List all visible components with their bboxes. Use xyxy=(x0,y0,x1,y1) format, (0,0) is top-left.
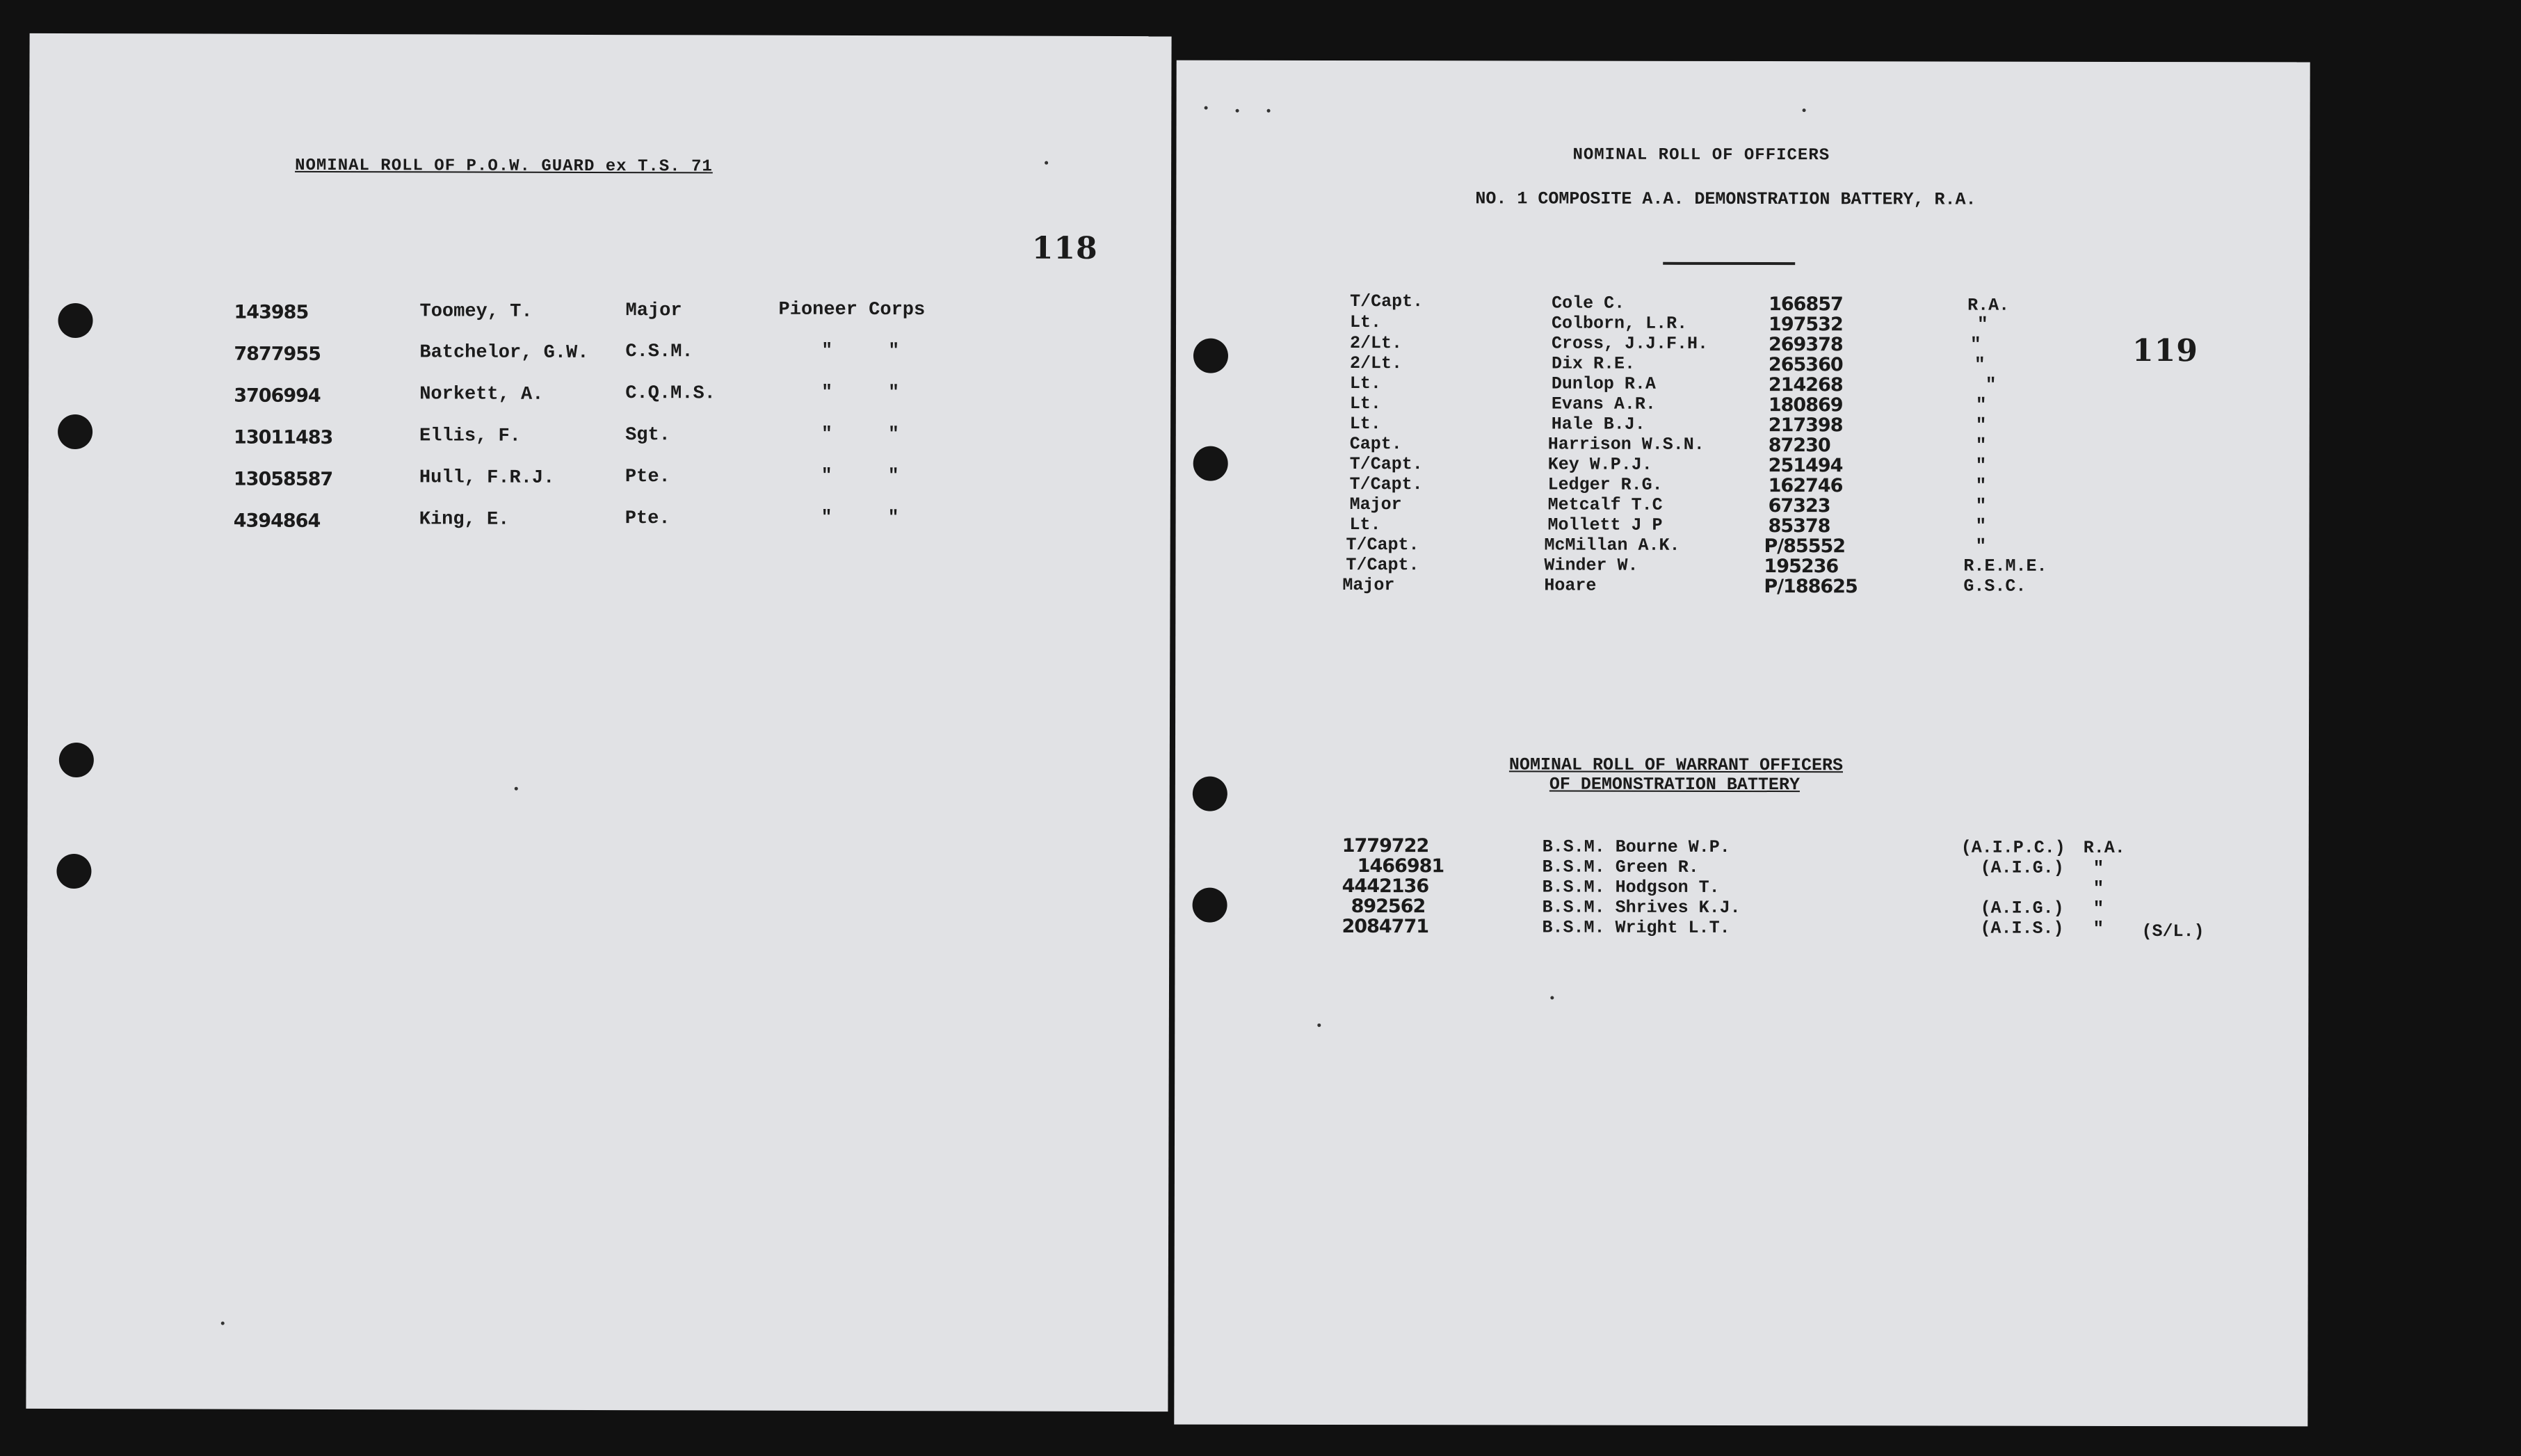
warrant-roll-title: NOMINAL ROLL OF WARRANT OFFICERS xyxy=(1508,754,1844,776)
ditto-mark: " xyxy=(821,464,832,486)
officer-number: 214268 xyxy=(1768,374,1843,396)
officer-rank: T/Capt. xyxy=(1346,535,1419,556)
officer-name: Evans A.R. xyxy=(1551,394,1656,414)
officer-number: 197532 xyxy=(1769,314,1843,336)
punch-hole xyxy=(1193,888,1227,923)
punch-hole xyxy=(1193,777,1227,811)
warrant-number: 4442136 xyxy=(1342,875,1429,898)
officer-name: McMillan A.K. xyxy=(1544,535,1680,556)
ditto-mark: " xyxy=(887,507,899,528)
officer-rank: T/Capt. xyxy=(1349,474,1423,495)
officer-unit: G.S.C. xyxy=(1963,576,2027,597)
paper-speck xyxy=(1317,1024,1321,1027)
ditto-mark: " xyxy=(888,340,900,362)
officer-name: Colborn, L.R. xyxy=(1552,313,1688,334)
warrant-roll-subtitle: OF DEMONSTRATION BATTERY xyxy=(1549,774,1800,795)
warrant-corps: (A.I.P.C.) xyxy=(1960,837,2065,858)
punch-hole xyxy=(1193,339,1228,373)
punch-hole xyxy=(56,854,91,889)
service-number: 7877955 xyxy=(234,343,321,365)
person-rank: Major xyxy=(625,300,682,322)
officer-name: Ledger R.G. xyxy=(1547,474,1663,495)
officer-rank: Lt. xyxy=(1349,515,1381,535)
officer-name: Harrison W.S.N. xyxy=(1547,434,1705,455)
officer-unit: " xyxy=(1975,455,1987,476)
officer-rank: T/Capt. xyxy=(1346,555,1419,576)
person-name: Hull, F.R.J. xyxy=(419,467,555,489)
officer-unit: " xyxy=(1975,475,1987,496)
officer-number: 162746 xyxy=(1768,475,1843,497)
right-document-page xyxy=(1174,60,2310,1427)
warrant-name: B.S.M. Bourne W.P. xyxy=(1542,836,1730,857)
service-number: 13011483 xyxy=(234,426,333,448)
officer-number: P/85552 xyxy=(1764,535,1846,558)
officer-name: Winder W. xyxy=(1544,555,1638,576)
warrant-name: B.S.M. Shrives K.J. xyxy=(1542,897,1741,918)
person-rank: C.Q.M.S. xyxy=(625,383,716,405)
person-name: Ellis, F. xyxy=(419,426,521,447)
officer-number: 85378 xyxy=(1768,515,1830,537)
ditto-mark: " xyxy=(821,381,832,403)
warrant-number: 1779722 xyxy=(1342,834,1429,857)
officer-name: Metcalf T.C xyxy=(1547,494,1663,515)
officer-rank: Major xyxy=(1349,494,1402,515)
warrant-number: 892562 xyxy=(1351,896,1426,918)
paper-speck xyxy=(515,787,518,791)
officer-rank: Lt. xyxy=(1349,373,1381,394)
warrant-note: (S/L.) xyxy=(2141,921,2205,942)
ditto-mark: " xyxy=(821,423,832,444)
officer-rank: Major xyxy=(1342,574,1395,596)
officer-number: 195236 xyxy=(1764,556,1839,578)
punch-hole xyxy=(59,743,94,777)
person-name: Norkett, A. xyxy=(419,384,544,405)
service-number: 13058587 xyxy=(233,468,333,490)
warrant-name: B.S.M. Green R. xyxy=(1542,857,1699,877)
ditto-mark: " xyxy=(821,506,832,528)
officer-number: 166857 xyxy=(1769,293,1843,316)
warrant-unit: " xyxy=(2093,857,2104,879)
officer-unit: " xyxy=(1975,435,1987,456)
officer-unit: R.E.M.E. xyxy=(1963,556,2047,576)
page-number: 119 xyxy=(2132,332,2198,369)
officer-unit: " xyxy=(1975,515,1987,537)
officer-unit: " xyxy=(1970,334,1981,355)
left-document-page xyxy=(26,33,1171,1411)
officer-rank: Lt. xyxy=(1349,394,1381,414)
officer-number: 217398 xyxy=(1768,414,1843,437)
officer-name: Hale B.J. xyxy=(1551,414,1645,435)
paper-speck xyxy=(1205,106,1208,110)
service-number: 4394864 xyxy=(233,510,321,532)
person-rank: Pte. xyxy=(625,467,670,488)
officer-number: 251494 xyxy=(1768,455,1843,477)
person-name: Toomey, T. xyxy=(419,301,533,323)
punch-hole xyxy=(1193,446,1228,481)
officer-unit: " xyxy=(1975,535,1987,557)
paper-speck xyxy=(1803,108,1806,112)
warrant-corps: (A.I.S.) xyxy=(1980,918,2064,939)
officer-name: Dunlop R.A xyxy=(1551,373,1656,394)
officer-unit: " xyxy=(1975,394,1987,416)
paper-speck xyxy=(221,1322,225,1325)
warrant-number: 2084771 xyxy=(1342,915,1429,938)
person-name: King, E. xyxy=(419,509,510,531)
person-name: Batchelor, G.W. xyxy=(419,342,589,364)
roll-title: NOMINAL ROLL OF P.O.W. GUARD ex T.S. 71 xyxy=(295,156,713,177)
warrant-corps: (A.I.G.) xyxy=(1980,898,2064,919)
ditto-mark: " xyxy=(887,465,899,487)
officer-name: Dix R.E. xyxy=(1551,353,1636,374)
officer-number: 67323 xyxy=(1768,495,1830,517)
officer-name: Cole C. xyxy=(1552,293,1625,314)
warrant-corps: (A.I.G.) xyxy=(1980,857,2064,878)
warrant-unit: " xyxy=(2093,918,2104,939)
warrant-number: 1466981 xyxy=(1357,855,1444,877)
person-rank: Pte. xyxy=(625,508,670,530)
punch-hole xyxy=(58,303,92,338)
officer-name: Cross, J.J.F.H. xyxy=(1551,333,1709,354)
officer-unit: " xyxy=(1974,354,1986,375)
separator-line xyxy=(1663,262,1795,265)
officer-rank: Lt. xyxy=(1349,414,1381,435)
officer-number: 87230 xyxy=(1768,435,1830,457)
paper-speck xyxy=(1267,109,1271,113)
officer-unit: " xyxy=(1985,374,1997,396)
officer-rank: T/Capt. xyxy=(1350,291,1424,312)
officer-unit: " xyxy=(1977,314,1988,335)
officer-number: P/188625 xyxy=(1764,576,1858,598)
ditto-mark: " xyxy=(888,382,899,403)
officer-unit: " xyxy=(1975,414,1987,436)
officer-name: Key W.P.J. xyxy=(1547,454,1652,475)
paper-speck xyxy=(1045,161,1048,165)
ditto-mark: " xyxy=(888,423,899,445)
officer-name: Mollett J P xyxy=(1547,515,1663,535)
paper-speck xyxy=(1236,109,1239,113)
officer-rank: Lt. xyxy=(1350,312,1382,333)
person-rank: C.S.M. xyxy=(625,341,693,363)
officer-name: Hoare xyxy=(1544,575,1597,596)
unit-column-header: Pioneer Corps xyxy=(778,299,926,321)
officer-unit: R.A. xyxy=(1967,295,2010,316)
officer-number: 180869 xyxy=(1768,394,1843,416)
paper-speck xyxy=(1550,996,1554,1000)
person-rank: Sgt. xyxy=(625,425,670,446)
officer-number: 265360 xyxy=(1768,354,1843,376)
officer-rank: 2/Lt. xyxy=(1349,353,1402,374)
warrant-name: B.S.M. Hodgson T. xyxy=(1542,877,1720,898)
warrant-unit: " xyxy=(2093,898,2104,919)
ditto-mark: " xyxy=(821,339,833,361)
page-number: 118 xyxy=(1031,230,1098,266)
battery-subtitle: NO. 1 COMPOSITE A.A. DEMONSTRATION BATTERY, R.A. xyxy=(1475,188,1976,210)
officer-unit: " xyxy=(1975,495,1987,517)
officer-rank: Capt. xyxy=(1349,434,1402,455)
officers-roll-title: NOMINAL ROLL OF OFFICERS xyxy=(1572,145,1830,165)
service-number: 3706994 xyxy=(234,385,321,407)
warrant-name: B.S.M. Wright L.T. xyxy=(1542,917,1730,938)
officer-number: 269378 xyxy=(1768,334,1843,356)
warrant-unit: R.A. xyxy=(2083,837,2125,858)
warrant-unit: " xyxy=(2093,877,2104,899)
punch-hole xyxy=(58,414,92,449)
officer-rank: T/Capt. xyxy=(1349,454,1423,475)
officer-rank: 2/Lt. xyxy=(1349,333,1403,354)
service-number: 143985 xyxy=(234,301,309,323)
